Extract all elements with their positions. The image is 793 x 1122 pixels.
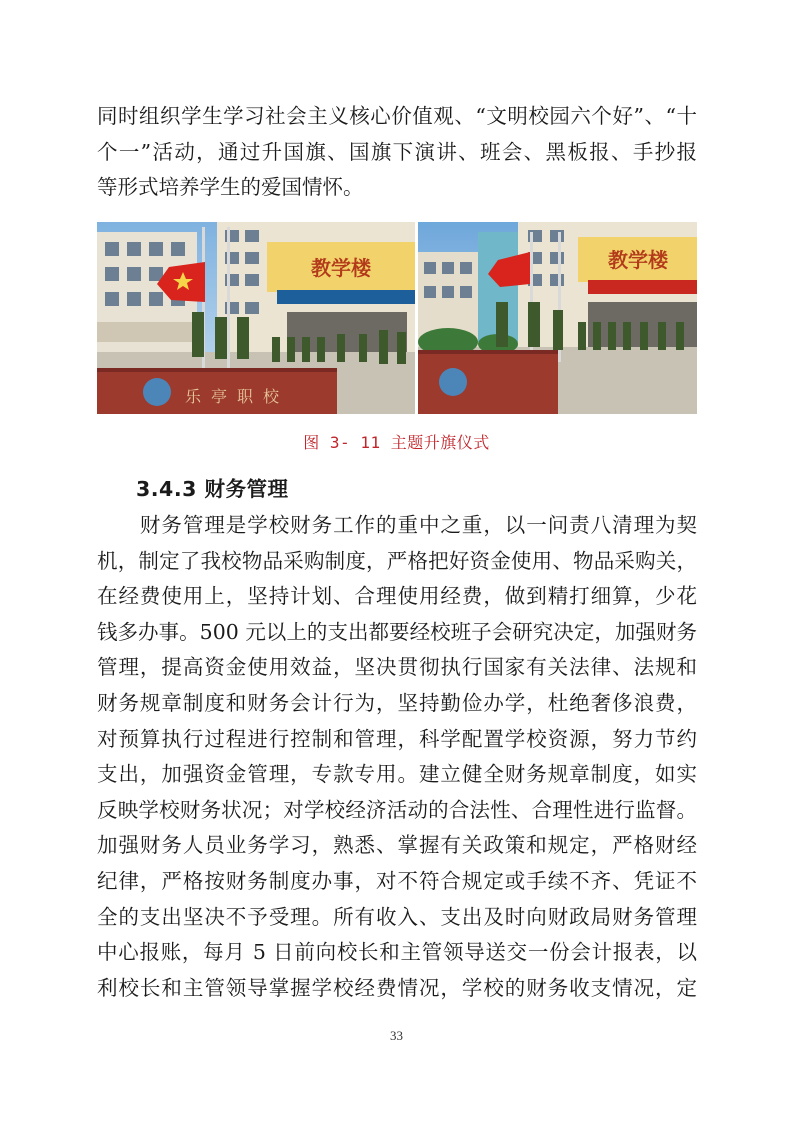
text-line: 等形式培养学生的爱国情怀。 [97,175,364,200]
building-sign-right: 教学楼 [608,248,668,272]
text-line: 机，制定了我校物品采购制度，严格把好资金使用、物品采购关， [97,548,697,573]
text-line: 反映学校财务状况；对学校经济活动的合法性、合理性进行监督。 [97,797,697,822]
text-line: 全的支出坚决不予受理。所有收入、支出及时向财政局财务管理 [97,904,697,929]
paragraph-top [97,99,697,206]
paragraph-main [97,508,697,1006]
flag-ceremony-photo-left [97,222,415,414]
text-line: 管理，提高资金使用效益，坚决贯彻执行国家有关法律、法规和 [97,655,697,680]
page-number: 33 [390,1028,403,1043]
text-line: 财务规章制度和财务会计行为，坚持勤俭办学，杜绝奢侈浪费， [97,690,697,715]
flag-ceremony-photo-right [418,222,697,414]
text-line: 加强财务人员业务学习，熟悉、掌握有关政策和规定，严格财经 [97,833,697,858]
text-line: 纪律，严格按财务制度办事，对不符合规定或手续不齐、凭证不 [97,868,697,893]
building-sign-left: 教学楼 [311,256,371,280]
text-line: 在经费使用上，坚持计划、合理使用经费，做到精打细算，少花 [97,584,697,609]
text-line: 同时组织学生学习社会主义核心价值观、“文明校园六个好”、“十 [97,104,697,128]
text-line: 财务管理是学校财务工作的重中之重，以一问责八清理为契 [97,513,697,537]
podium-text: 乐亭职校 [184,387,290,406]
photo-row [97,222,697,414]
text-line: 钱多办事。500 元以上的支出都要经校班子会研究决定，加强财务 [97,619,697,644]
text-line: 对预算执行过程进行控制和管理，科学配置学校资源，努力节约 [97,726,697,751]
text-line: 个一”活动，通过升国旗、国旗下演讲、班会、黑板报、手抄报 [97,139,697,164]
text-line: 利校长和主管领导掌握学校经费情况，学校的财务收支情况，定 [97,975,697,1000]
figure-caption: 图 3- 11 主题升旗仪式 [303,433,490,452]
text-line: 支出，加强资金管理，专款专用。建立健全财务规章制度，如实 [97,762,697,787]
text-line: 中心报账，每月 5 日前向校长和主管领导送交一份会计报表，以 [97,940,697,965]
section-heading: 3.4.3 财务管理 [136,477,289,501]
